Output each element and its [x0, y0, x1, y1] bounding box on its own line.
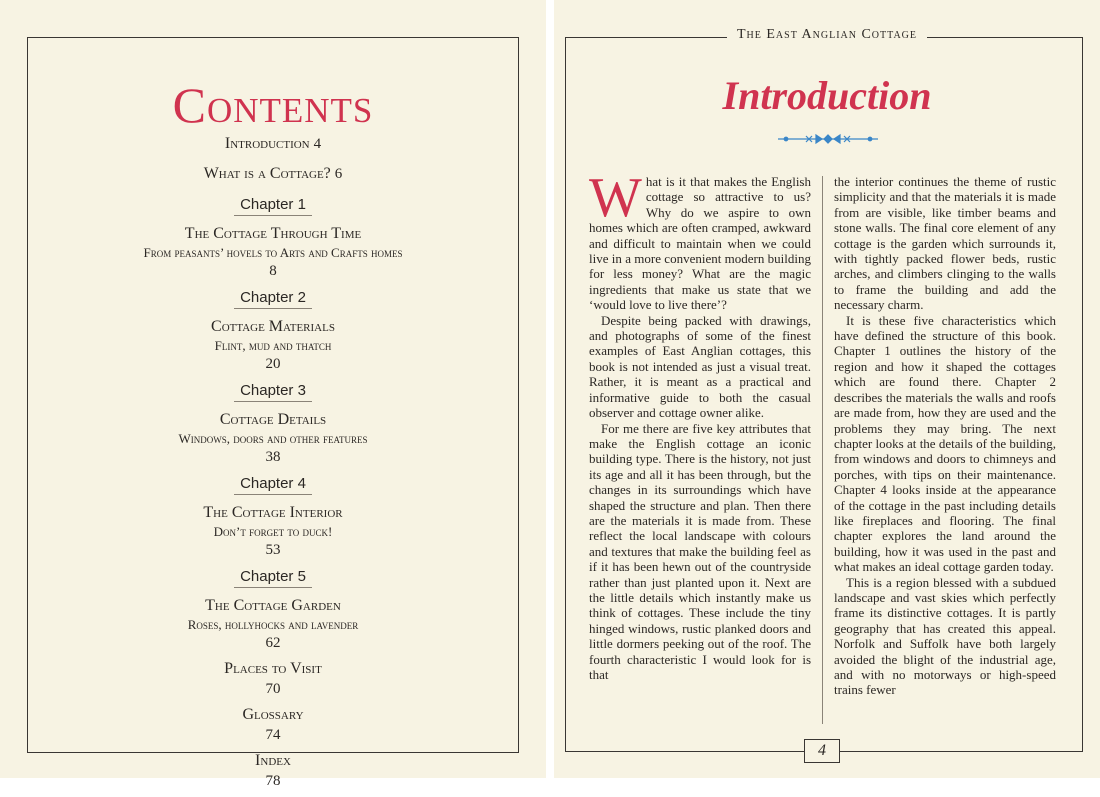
- chapter-title: Cottage Materials: [211, 318, 335, 335]
- chapter-page: 20: [265, 356, 281, 372]
- chapter-label: Chapter 1: [234, 196, 312, 216]
- toc-entry-title: Glossary: [242, 706, 304, 723]
- chapter-page: 53: [265, 542, 281, 558]
- paragraph: This is a region blessed with a subdued landscape and vast skies which perfectly frame its distinctive cottages. It is partly geography that has created this appeal. Norfolk and Suffolk have both largely avoided the blight of the industrial age, and with no motorways or high-speed trains fewer: [834, 574, 1056, 698]
- intro-title: Introduction: [722, 73, 932, 118]
- column-divider: [822, 176, 823, 724]
- toc-chapter: [27, 566, 519, 653]
- chapter-subtitle: Don’t forget to duck!: [213, 524, 333, 539]
- toc-entry-page: 70: [265, 681, 281, 697]
- chapter-page: 38: [265, 449, 281, 465]
- chapter-label: Chapter 5: [234, 568, 312, 588]
- toc-entry: [27, 164, 519, 184]
- right-page: [554, 0, 1100, 778]
- chapter-subtitle: Windows, doors and other features: [178, 431, 368, 446]
- toc-entry: [27, 751, 519, 791]
- chapter-subtitle: From peasants’ hovels to Arts and Crafts homes: [143, 245, 403, 260]
- left-page: [0, 0, 546, 789]
- column-1: [589, 167, 811, 682]
- toc-chapter: [27, 194, 519, 281]
- toc-entry-page: 78: [265, 773, 281, 789]
- chapter-title: The Cottage Garden: [205, 597, 341, 614]
- toc-chapter: [27, 473, 519, 560]
- chapter-subtitle: Roses, hollyhocks and lavender: [187, 617, 359, 632]
- toc-chapter: [27, 380, 519, 467]
- paragraph: the interior continues the theme of rustic simplicity and that the materials it is made from are visible, like timber beams and stone walls. The final core element of any cottage is the garden which surrounds it, with tightly packed flower beds, rustic arches, and climbers clinging to the walls to frame the building and add the necessary charm.: [834, 174, 1056, 313]
- chapter-label: Chapter 4: [234, 475, 312, 495]
- chapter-title: The Cottage Through Time: [184, 225, 362, 242]
- toc-entry-title: Introduction: [224, 135, 310, 152]
- running-head: [554, 27, 1100, 43]
- toc-entry-title: Index: [255, 752, 291, 769]
- running-head-text: The East Anglian Cottage: [727, 27, 927, 42]
- drop-cap: W: [589, 167, 642, 229]
- toc-entry-title: Places to Visit: [224, 660, 322, 677]
- paragraph: Despite being packed with drawings, and photographs of some of the finest examples of East Anglian cottages, this book is not intended as just a visual treat. Rather, it is meant as a practical and informative guide to both the casual observer and cottage owner alike.: [589, 312, 811, 421]
- toc-entry-page: 6: [334, 166, 343, 182]
- toc-entry-title: What is a Cottage?: [203, 165, 331, 182]
- chapter-label: Chapter 3: [234, 382, 312, 402]
- chapter-page: 62: [265, 635, 281, 651]
- toc-entry-page: 74: [265, 727, 281, 743]
- chapter-label: Chapter 2: [234, 289, 312, 309]
- page-number: 4: [804, 739, 840, 763]
- paragraph-text: hat is it that makes the English cottage so attractive to us? Why do we aspire to own homes which are often cramped, awkward and difficult to maintain when we could live in a more convenient modern building for less money? What are the magic ingredients that make us state that we ‘would love to live there’?: [589, 174, 811, 313]
- chapter-page: 8: [269, 263, 277, 279]
- toc-entry: [27, 659, 519, 699]
- column-2: [834, 174, 1056, 698]
- chapter-title: The Cottage Interior: [203, 504, 343, 521]
- paragraph: [589, 167, 811, 313]
- ornament-icon: [776, 133, 880, 145]
- toc-entry: [27, 705, 519, 745]
- chapter-title: Cottage Details: [219, 411, 327, 428]
- book-gutter: [546, 0, 554, 778]
- paragraph: It is these five characteristics which have defined the structure of this book. Chapter 1 outlines the history of the region and how it shaped the cottages which are found there. Chapter 2 describes the materials the walls and roofs are made from, how they are used and the problems they may bring. The next chapter looks at the details of the building, from windows and doors to chimneys and porches, with tips on their maintenance. Chapter 4 looks inside at the appearance of the cottage in the past including details like fireplaces and flooring. The final chapter explores the land around the building, how it was used in the past and what makes an ideal cottage garden today.: [834, 312, 1056, 575]
- table-of-contents: [27, 134, 519, 797]
- toc-entry-page: 4: [313, 136, 322, 152]
- contents-title: Contents: [172, 77, 374, 133]
- toc-entry: [27, 134, 519, 154]
- paragraph: For me there are five key attributes that make the English cottage an iconic building type. There is the history, not just its age and all it has been through, but the changes in its surroundings which have shaped the structure and plan. Then there are the materials it is made from. These reflect the local landscape with colours and textures that make the building feel as if it has been hewn out of the countryside rather than just planted upon it. Next are the little details which instantly make us think of cottages. These include the tiny hinged windows, rustic planked doors and little dormers peeking out of the roof. The fourth characteristic I would look for is that: [589, 420, 811, 682]
- chapter-subtitle: Flint, mud and thatch: [214, 338, 332, 353]
- toc-chapter: [27, 287, 519, 374]
